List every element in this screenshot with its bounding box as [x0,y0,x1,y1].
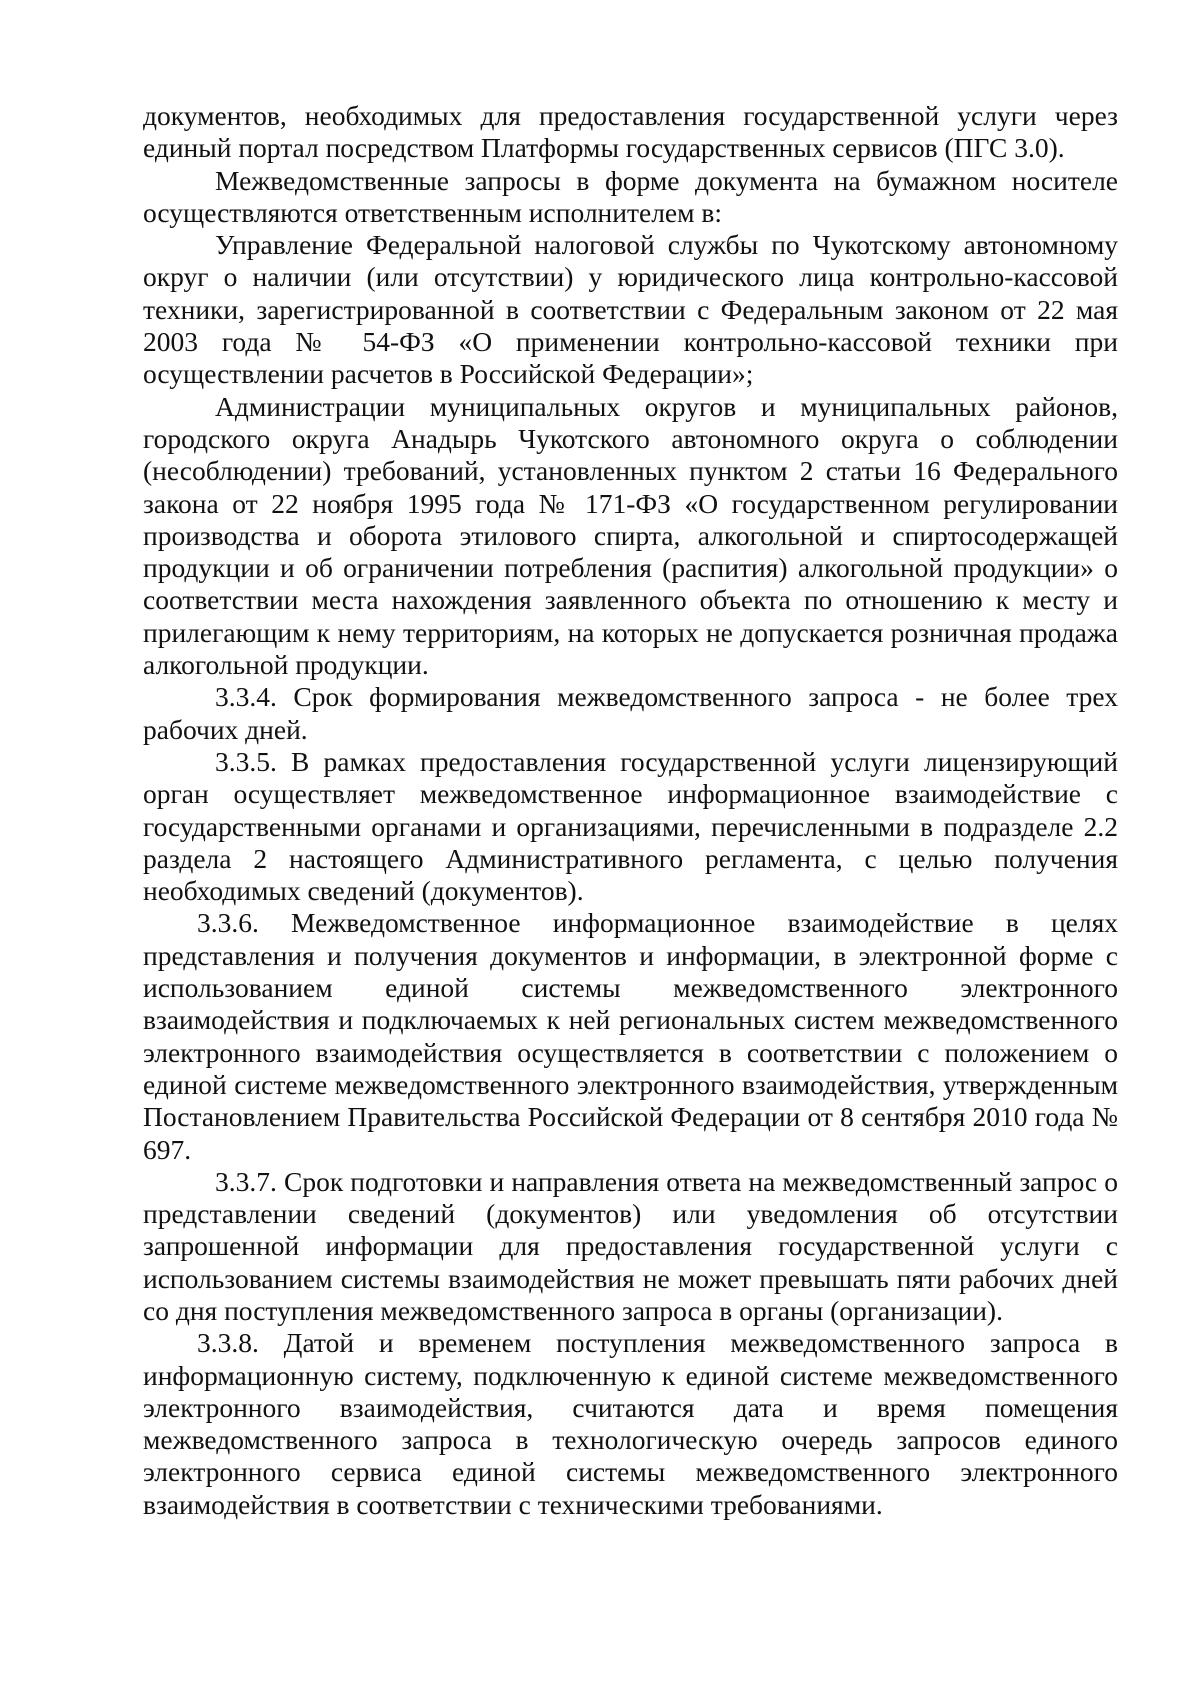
paragraph-interagency-paper-requests: Межведомственные запросы в форме документа на бумажном носителе осуществляются ответственным исполнителем в: [143,164,1118,228]
paragraph-tax-service: Управление Федеральной налоговой службы по Чукотскому автономному округ о наличии (или отсутствии) у юридического лица контрольно-кассовой техники, зарегистрированной в соответствии с Федеральным законом от 22 мая 2003 года № 54-ФЗ «О применении контрольно-кассовой техники при осуществлении расчетов в Российской Федерации»; [143,229,1118,390]
paragraph-3-3-8: 3.3.8. Датой и временем поступления межведомственного запроса в информационную систему, подключенную к единой системе межведомственного электронного взаимодействия, считаются дата и время помещения межведомственного запроса в технологическую очередь запросов единого электронного сервиса единой системы межведомственного электронного взаимодействия в соответствии с техническими требованиями. [143,1327,1118,1520]
paragraph-3-3-4: 3.3.4. Срок формирования межведомственного запроса - не более трех рабочих дней. [143,681,1118,745]
paragraph-3-3-6: 3.3.6. Межведомственное информационное взаимодействие в целях представления и получения документов и информации, в электронной форме с использованием единой системы межведомственного электронного взаимодействия и подключаемых к ней региональных систем межведомственного электронного взаимодействия осуществляется в соответствии с положением о единой системе межведомственного электронного взаимодействия, утвержденным Постановлением Правительства Российской Федерации от 8 сентября 2010 года № 697. [143,907,1118,1165]
paragraph-3-3-7: 3.3.7. Срок подготовки и направления ответа на межведомственный запрос о представлении сведений (документов) или уведомления об отсутствии запрошенной информации для предоставления государственной услуги с использованием системы взаимодействия не может превышать пяти рабочих дней со дня поступления межведомственного запроса в органы (организации). [143,1165,1118,1326]
document-page [143,100,1118,1521]
paragraph-3-3-5: 3.3.5. В рамках предоставления государственной услуги лицензирующий орган осуществляет межведомственное информационное взаимодействие с государственными органами и организациями, перечисленными в подразделе 2.2 раздела 2 настоящего Административного регламента, с целью получения необходимых сведений (документов). [143,745,1118,907]
paragraph-municipal-administrations: Администрации муниципальных округов и муниципальных районов, городского округа Анадырь Чукотского автономного округа о соблюдении (несоблюдении) требований, установленных пунктом 2 статьи 16 Федерального закона от 22 ноября 1995 года № 171-ФЗ «О государственном регулировании производства и оборота этилового спирта, алкогольной и спиртосодержащей продукции и об ограничении потребления (распития) алкогольной продукции» о соответствии места нахождения заявленного объекта по отношению к месту и прилегающим к нему территориям, на которых не допускается розничная продажа алкогольной продукции. [143,390,1118,681]
paragraph-continuation: документов, необходимых для предоставления государственной услуги через единый портал посредством Платформы государственных сервисов (ПГС 3.0). [143,100,1118,164]
